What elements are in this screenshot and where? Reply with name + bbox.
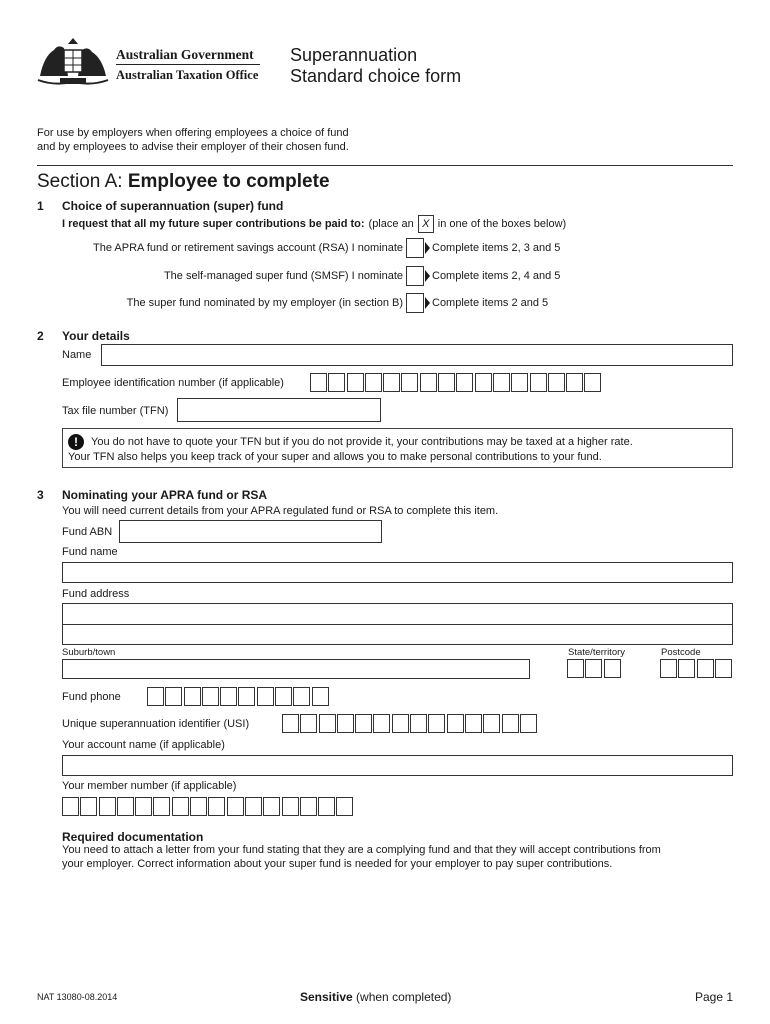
sensitive-label: Sensitive [300,990,353,1004]
option-apra-arrow [425,242,430,254]
phone-cell[interactable] [275,687,292,706]
fund-address-label: Fund address [62,588,130,600]
member-cell[interactable] [227,797,244,816]
phone-cell[interactable] [312,687,329,706]
eid-cell[interactable] [493,373,510,392]
option-employer-checkbox[interactable] [406,293,424,313]
postcode-cell[interactable] [660,659,677,678]
eid-cell[interactable] [456,373,473,392]
usi-cell[interactable] [447,714,464,733]
name-label: Name [62,349,92,361]
item1-request-bold: I request that all my future super contributions be paid to: [62,218,365,230]
section-divider [37,165,733,166]
member-cell[interactable] [172,797,189,816]
eid-cell[interactable] [438,373,455,392]
item1-request [62,215,566,233]
state-input[interactable] [567,659,622,678]
member-cell[interactable] [80,797,97,816]
fund-abn-input[interactable] [119,520,382,543]
option-smsf-instruction: Complete items 2, 4 and 5 [432,270,561,282]
eid-cell[interactable] [548,373,565,392]
sensitive-suffix: (when completed) [356,990,452,1004]
option-employer-label: The super fund nominated by my employer (in section B) [126,297,403,309]
fund-name-input[interactable] [62,562,733,583]
eid-cell[interactable] [475,373,492,392]
account-name-input[interactable] [62,755,733,776]
phone-cell[interactable] [293,687,310,706]
postcode-label: Postcode [661,647,701,658]
option-apra-checkbox[interactable] [406,238,424,258]
usi-cell[interactable] [410,714,427,733]
member-cell[interactable] [318,797,335,816]
member-cell[interactable] [62,797,79,816]
usi-cell[interactable] [483,714,500,733]
member-cell[interactable] [208,797,225,816]
account-name-label: Your account name (if applicable) [62,739,225,751]
member-cell[interactable] [336,797,353,816]
usi-label: Unique superannuation identifier (USI) [62,718,250,730]
item2-number: 2 [37,329,44,343]
fund-address-line2[interactable] [62,624,733,645]
page-number: Page 1 [695,990,734,1004]
usi-cell[interactable] [300,714,317,733]
form-code: NAT 13080-08.2014 [37,992,118,1002]
option-apra-instruction: Complete items 2, 3 and 5 [432,242,561,254]
usi-cell[interactable] [337,714,354,733]
tfn-notice-line1: You do not have to quote your TFN but if you do not provide it, your contributions may be taxed at a higher rate. [91,436,633,448]
required-doc-line1: You need to attach a letter from your fund stating that they are a complying fund and that they will accept contributions from [62,844,661,856]
usi-cell[interactable] [520,714,537,733]
required-doc-title: Required documentation [62,830,204,844]
eid-cell[interactable] [328,373,345,392]
eid-input[interactable] [310,373,603,392]
section-a-prefix: Section A: [37,171,123,192]
postcode-cell[interactable] [715,659,732,678]
eid-cell[interactable] [347,373,364,392]
item3-title: Nominating your APRA fund or RSA [62,488,268,502]
coat-of-arms-logo [34,36,112,88]
option-smsf-arrow [425,270,430,282]
tfn-notice-line2: Your TFN also helps you keep track of your super and allows you to make personal contributions to your fund. [68,451,602,463]
form-title-line2: Standard choice form [290,66,462,86]
eid-cell[interactable] [511,373,528,392]
warning-icon: ! [68,434,84,450]
usi-cell[interactable] [355,714,372,733]
option-employer-instruction: Complete items 2 and 5 [432,297,549,309]
usi-cell[interactable] [502,714,519,733]
suburb-input[interactable] [62,659,530,679]
tfn-label: Tax file number (TFN) [62,405,169,417]
member-cell[interactable] [282,797,299,816]
postcode-cell[interactable] [697,659,714,678]
option-smsf-checkbox[interactable] [406,266,424,286]
phone-cell[interactable] [202,687,219,706]
state-cell[interactable] [585,659,602,678]
intro-line1: For use by employers when offering employees a choice of fund [37,127,349,139]
member-cell[interactable] [135,797,152,816]
eid-label: Employee identification number (if applicable) [62,377,284,389]
phone-cell[interactable] [220,687,237,706]
fund-name-label: Fund name [62,546,118,558]
eid-cell[interactable] [584,373,601,392]
form-title-line1: Superannuation [290,45,418,65]
name-input[interactable] [101,344,733,366]
suburb-label: Suburb/town [62,647,116,658]
eid-cell[interactable] [383,373,400,392]
section-a-title: Employee to complete [127,171,330,192]
option-smsf-label: The self-managed super fund (SMSF) I nominate [163,270,403,282]
member-number-input[interactable] [62,797,355,816]
x-mark-sample: X [418,215,434,233]
gov-divider [116,64,260,65]
fund-phone-label: Fund phone [62,691,121,703]
fund-phone-input[interactable] [147,687,330,706]
eid-cell[interactable] [310,373,327,392]
eid-cell[interactable] [530,373,547,392]
member-cell[interactable] [245,797,262,816]
member-cell[interactable] [300,797,317,816]
option-apra-label: The APRA fund or retirement savings account (RSA) I nominate [93,242,403,254]
section-a-heading [37,171,330,193]
ato-name: Australian Taxation Office [116,68,259,82]
phone-cell[interactable] [147,687,164,706]
item1-request-post: in one of the boxes below) [437,218,567,230]
fund-abn-label: Fund ABN [62,526,113,538]
eid-cell[interactable] [365,373,382,392]
member-cell[interactable] [99,797,116,816]
eid-cell[interactable] [420,373,437,392]
item1-number: 1 [37,199,44,213]
state-label: State/territory [568,647,626,658]
postcode-cell[interactable] [678,659,695,678]
required-doc-line2: your employer. Correct information about your super fund is needed for your employer to pay super contributions. [62,858,613,870]
fund-address-line1[interactable] [62,603,733,625]
postcode-input[interactable] [660,659,733,678]
usi-cell[interactable] [282,714,299,733]
item3-number: 3 [37,488,44,502]
tfn-input[interactable] [177,398,381,422]
member-cell[interactable] [117,797,134,816]
state-cell[interactable] [604,659,621,678]
member-number-label: Your member number (if applicable) [62,780,237,792]
phone-cell[interactable] [165,687,182,706]
sensitive-notice [300,990,451,1004]
item1-request-pre: (place an [368,218,414,230]
gov-name: Australian Government [116,47,254,62]
phone-cell[interactable] [184,687,201,706]
eid-cell[interactable] [566,373,583,392]
item2-title: Your details [62,329,130,343]
eid-cell[interactable] [401,373,418,392]
option-employer-arrow [425,297,430,309]
usi-cell[interactable] [428,714,445,733]
item1-title: Choice of superannuation (super) fund [62,199,284,213]
usi-cell[interactable] [392,714,409,733]
state-cell[interactable] [567,659,584,678]
intro-line2: and by employees to advise their employer of their chosen fund. [37,141,349,153]
usi-cell[interactable] [319,714,336,733]
member-cell[interactable] [153,797,170,816]
item3-subtitle: You will need current details from your APRA regulated fund or RSA to complete this item. [62,505,499,517]
member-cell[interactable] [190,797,207,816]
member-cell[interactable] [263,797,280,816]
phone-cell[interactable] [238,687,255,706]
usi-cell[interactable] [465,714,482,733]
phone-cell[interactable] [257,687,274,706]
usi-cell[interactable] [373,714,390,733]
usi-input[interactable] [282,714,538,733]
